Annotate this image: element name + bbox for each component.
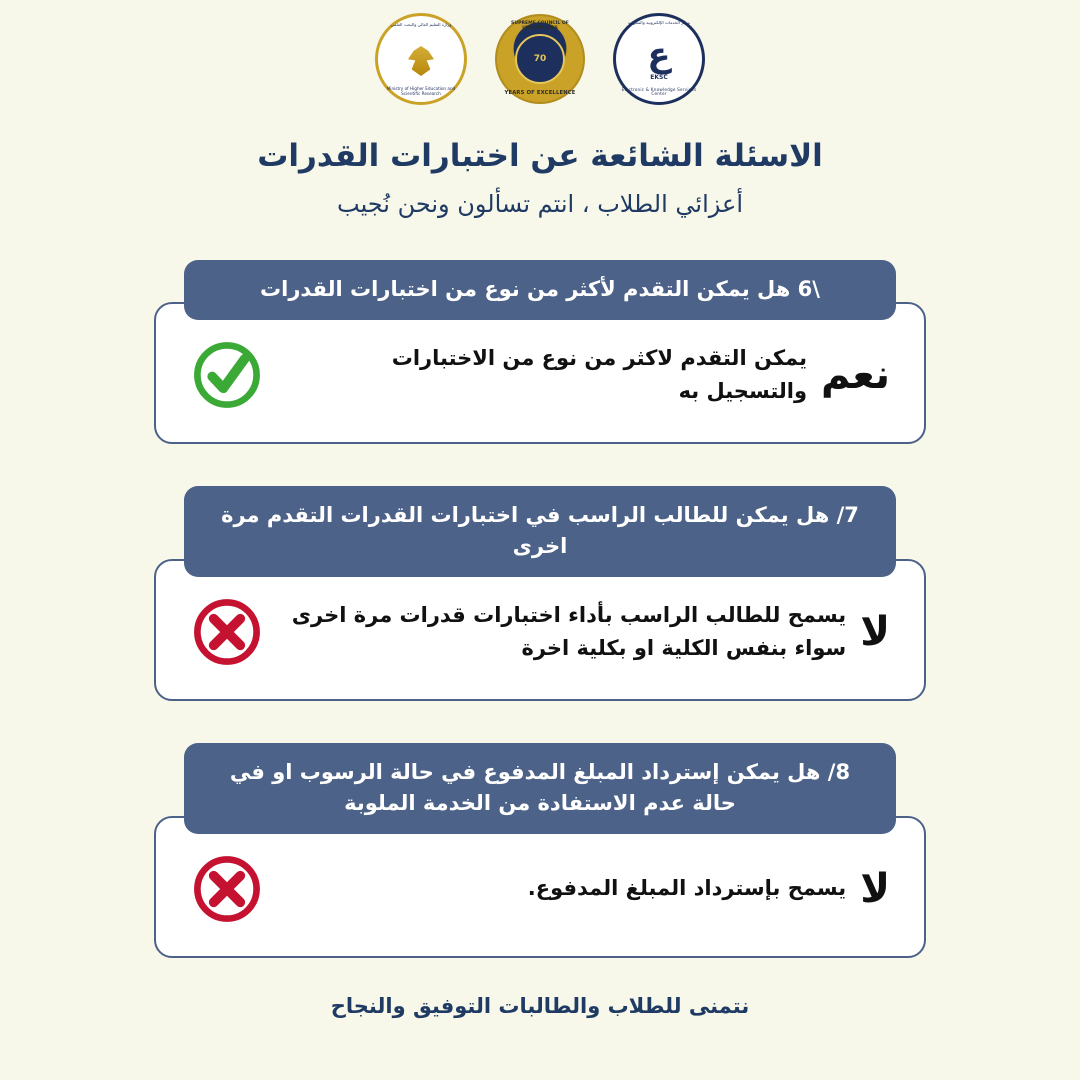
faq-question: 8/ هل يمكن إسترداد المبلغ المدفوع في حالة الرسوب او في حالة عدم الاستفادة من الخدمة الملوبة bbox=[184, 743, 896, 834]
faq-answer-body bbox=[154, 559, 926, 701]
ministry-logo-ring-top: وزارة التعليم العالي والبحث العلمي bbox=[390, 22, 452, 27]
eksc-logo-ring-top: مركز الخدمات الإلكترونية والمعرفية bbox=[628, 20, 690, 25]
faq-verdict: لا bbox=[860, 866, 890, 913]
page-title: الاسئلة الشائعة عن اختبارات القدرات bbox=[257, 138, 823, 174]
eksc-logo-mark: ع bbox=[647, 34, 671, 75]
eksc-logo bbox=[613, 13, 705, 105]
anniversary-logo-band: YEARS OF EXCELLENCE bbox=[504, 90, 576, 96]
faq-answer: يمكن التقدم لاكثر من نوع من الاختبارات والتسجيل به bbox=[391, 345, 808, 404]
faq-answer-text-wrap bbox=[286, 599, 890, 666]
ministry-logo bbox=[375, 13, 467, 105]
logo-row bbox=[0, 0, 1080, 97]
faq-item bbox=[154, 486, 926, 701]
page-subtitle: أعزائي الطلاب ، انتم تسألون ونحن نُجيب bbox=[337, 190, 743, 218]
check-circle-icon bbox=[190, 338, 264, 412]
anniversary-logo bbox=[495, 14, 585, 104]
faq-verdict: نعم bbox=[821, 352, 890, 399]
ministry-logo-ring-bottom: Ministry of Higher Education and Scientific Research bbox=[386, 86, 456, 96]
faq-verdict: لا bbox=[860, 609, 890, 656]
cross-circle-icon bbox=[190, 852, 264, 926]
anniversary-logo-top-band: SUPREME COUNCIL OF UNIVERSITIES bbox=[511, 21, 569, 31]
faq-answer-text-wrap bbox=[286, 866, 890, 913]
faq-question: 7/ هل يمكن للطالب الراسب في اختبارات القدرات التقدم مرة اخرى bbox=[184, 486, 896, 577]
anniversary-logo-inner: 70 bbox=[515, 34, 565, 84]
faq-item bbox=[154, 260, 926, 444]
faq-list bbox=[0, 260, 1080, 958]
eagle-icon bbox=[408, 46, 434, 76]
faq-answer-body bbox=[154, 302, 926, 444]
cross-circle-icon bbox=[190, 595, 264, 669]
faq-item bbox=[154, 743, 926, 958]
eksc-logo-ring-bottom: Electronic & Knowledge Services Center bbox=[621, 86, 697, 97]
faq-question: \6 هل يمكن التقدم لأكثر من نوع من اختبارات القدرات bbox=[184, 260, 896, 320]
faq-answer-body bbox=[154, 816, 926, 958]
faq-answer: يسمح بإسترداد المبلغ المدفوع. bbox=[527, 876, 847, 901]
eksc-logo-sub: EKSC bbox=[650, 73, 668, 81]
faq-answer: يسمح للطالب الراسب بأداء اختبارات قدرات مرة اخرى سواء بنفس الكلية او بكلية اخرة bbox=[291, 602, 847, 661]
footer-text: نتمنى للطلاب والطالبات التوفيق والنجاح bbox=[330, 994, 750, 1019]
faq-answer-text-wrap bbox=[286, 342, 890, 409]
